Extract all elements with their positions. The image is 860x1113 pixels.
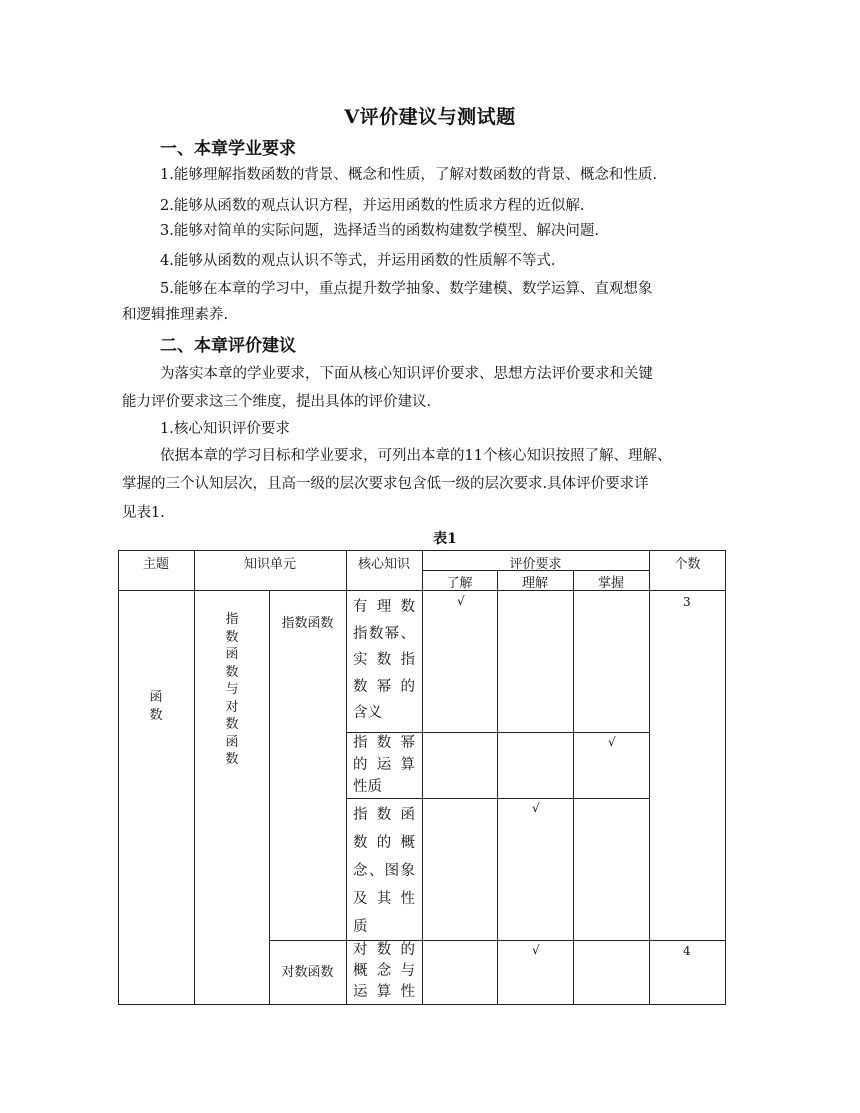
core-knowledge-4 — [353, 940, 415, 1003]
core-line: 数 幂 的 — [353, 678, 415, 695]
core-line: 对 数 的 — [353, 942, 415, 958]
header-level-understand-basic: 了解 — [446, 576, 473, 591]
requirement-item-1: 1.能够理解指数函数的背景、概念和性质，了解对数函数的背景、概念和性质. — [160, 167, 657, 183]
core-knowledge-1 — [353, 594, 415, 727]
topic-char: 函 — [149, 690, 163, 705]
table-vline — [194, 550, 195, 1005]
table-hline — [269, 940, 726, 941]
unit-char: 数 — [225, 717, 239, 732]
header-topic: 主题 — [142, 557, 169, 572]
unit-char: 函 — [225, 647, 239, 662]
core-line: 质 — [353, 919, 368, 935]
core-line: 指 数 幂 — [353, 735, 415, 751]
header-level-master: 掌握 — [597, 576, 624, 591]
core-line: 数 的 概 — [353, 835, 415, 851]
table-vline — [422, 550, 423, 1005]
core-knowledge-2 — [353, 732, 415, 798]
unit-char: 函 — [225, 734, 239, 750]
core-line: 运 算 性 — [353, 984, 415, 1000]
para2-line3: 见表1. — [122, 505, 165, 521]
subunit-exponential: 指数函数 — [281, 616, 334, 631]
subunit-logarithmic: 对数函数 — [281, 965, 334, 980]
table-vline — [346, 550, 347, 1005]
check-mark-row1-level1: √ — [457, 594, 465, 608]
unit-char: 对 — [225, 699, 239, 715]
core-line: 的 运 算 — [353, 757, 415, 773]
unit-char: 指 — [225, 612, 239, 627]
requirement-item-5: 5.能够在本章的学习中，重点提升数学抽象、数学建模、数学运算、直观想象 — [160, 281, 653, 297]
table-caption: 表1 — [433, 531, 457, 547]
header-level-comprehend: 理解 — [521, 576, 548, 591]
requirement-item-4: 4.能够从函数的观点认识不等式，并运用函数的性质解不等式. — [160, 253, 556, 269]
topic-char: 数 — [149, 707, 163, 723]
count-exponential: 3 — [683, 595, 691, 609]
count-logarithmic: 4 — [683, 944, 691, 958]
check-mark-row4-level2: √ — [532, 943, 540, 957]
para2-line2: 掌握的三个认知层次，且高一级的层次要求包含低一级的层次要求.具体评价要求详 — [122, 476, 649, 492]
core-line: 性质 — [353, 779, 382, 795]
check-mark-row3-level2: √ — [532, 801, 540, 815]
requirement-item-3: 3.能够对简单的实际问题，选择适当的函数构建数学模型、解决问题. — [160, 223, 599, 239]
page-title: Ⅴ评价建议与测试题 — [344, 106, 516, 128]
header-eval: 评价要求 — [509, 557, 562, 572]
requirement-item-5-cont: 和逻辑推理素养. — [122, 307, 229, 323]
core-line: 指数幂、 — [353, 625, 415, 642]
core-knowledge-3 — [353, 801, 415, 941]
topic-cell — [148, 689, 164, 724]
core-line: 概 念 与 — [353, 963, 415, 979]
core-line: 含义 — [353, 705, 382, 721]
para1-line2: 能力评价要求这三个维度，提出具体的评价建议. — [122, 394, 432, 410]
header-core: 核心知识 — [357, 557, 410, 572]
unit-char: 数 — [225, 752, 239, 767]
unit-char: 数 — [225, 664, 239, 680]
core-line: 有 理 数 — [353, 599, 415, 615]
para1-line1: 为落实本章的学业要求，下面从核心知识评价要求、思想方法评价要求和关键 — [160, 366, 653, 382]
check-mark-row2-level3: √ — [608, 735, 616, 749]
section-heading-2: 二、本章评价建议 — [160, 336, 296, 356]
section-heading-1: 一、本章学业要求 — [160, 139, 296, 159]
requirement-item-2: 2.能够从函数的观点认识方程，并运用函数的性质求方程的近似解. — [160, 198, 585, 214]
core-line: 实 数 指 — [353, 652, 415, 668]
table-vline — [269, 590, 270, 1005]
para2-line1: 依据本章的学习目标和学业要求，可列出本章的11个核心知识按照了解、理解、 — [160, 448, 672, 464]
core-line: 及 其 性 — [353, 891, 415, 907]
table-hline — [346, 798, 649, 799]
unit-char: 数 — [225, 629, 239, 645]
unit-cell — [224, 611, 240, 769]
table-vline — [649, 550, 650, 1005]
header-unit: 知识单元 — [243, 557, 296, 572]
core-line: 念、图象 — [353, 863, 415, 879]
subheading-core-knowledge: 1.核心知识评价要求 — [160, 421, 290, 437]
header-count: 个数 — [674, 557, 701, 572]
unit-char: 与 — [225, 682, 239, 697]
core-line: 指 数 函 — [353, 807, 415, 823]
